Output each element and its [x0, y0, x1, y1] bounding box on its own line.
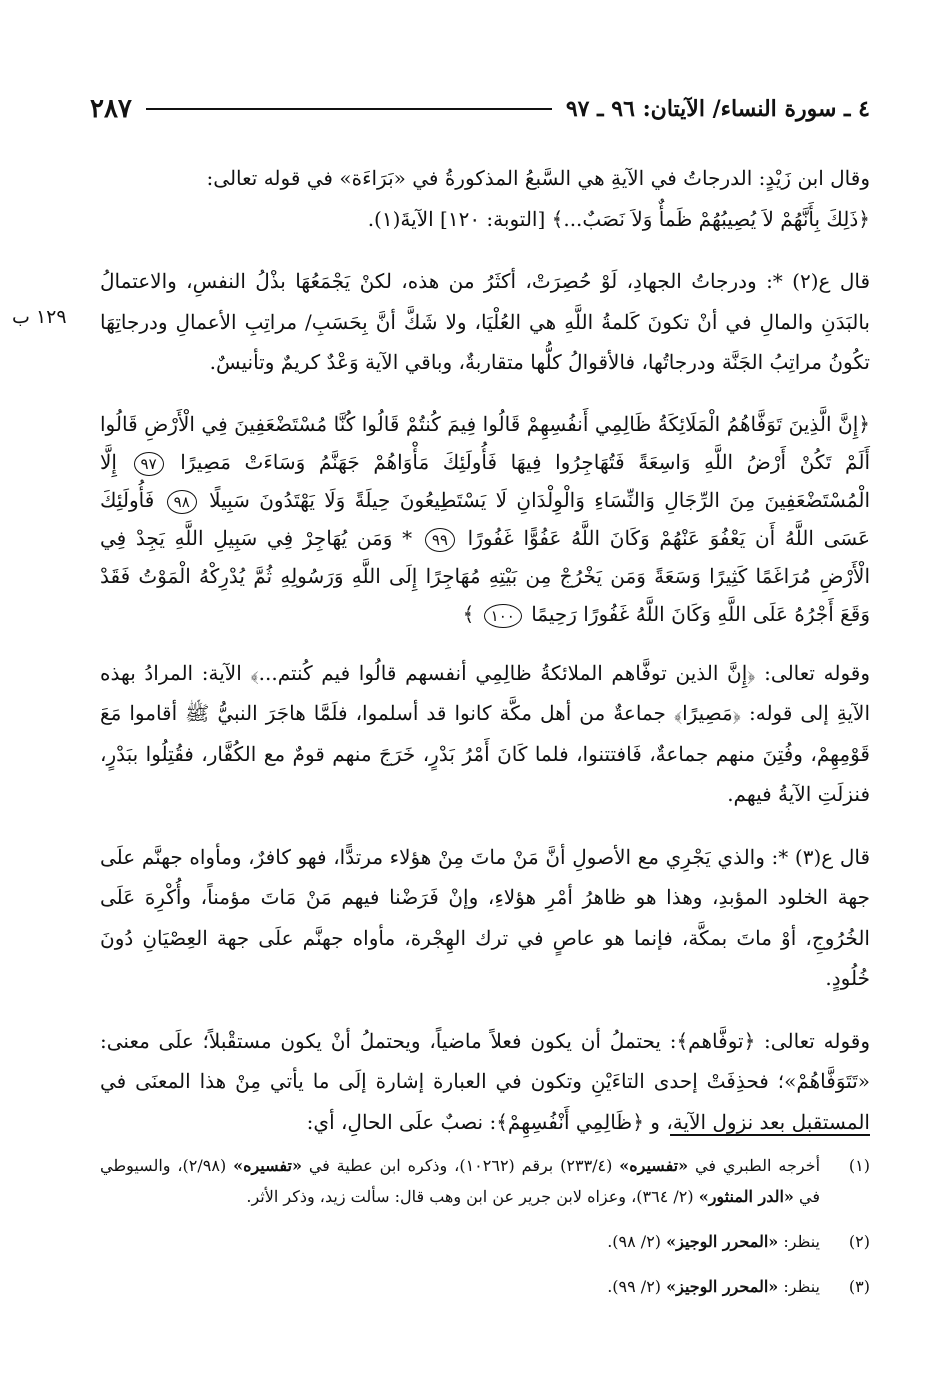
footnote-2: [100, 1226, 870, 1257]
header-rule: [146, 108, 552, 110]
footnote-number: (٢): [848, 1232, 870, 1251]
verse-number-97: ٩٧: [134, 452, 164, 476]
verse-number-99: ٩٩: [425, 528, 455, 552]
footnote-separator: [670, 1134, 870, 1136]
footnote-text: ينظر: «المحرر الوجيز» (٢/ ٩٩).: [607, 1277, 820, 1296]
page-header: [90, 92, 870, 126]
footnote-number: (١): [848, 1156, 870, 1175]
main-text: [100, 158, 870, 1164]
footnote-text: ينظر: «المحرر الوجيز» (٢/ ٩٨).: [607, 1232, 820, 1251]
paragraph-degrees-of-jihad: قال ع(٢) *: ودرجاتُ الجهادِ، لَوْ حُصِرَتْ، أكثَرُ من هذه، لكنْ يَجْمَعُهَا بذْلُ النفسِ، والاعتمالُ بالبَدَنِ والمالِ في أنْ تكونَ كَلمةُ اللَّهِ هي العُلْيَا، ولا شَكَّ أنَّ بِحَسَبِ/ مراتِبِ الأعمالِ ودرجاتِهَا تكُونُ مراتِبُ الجَنَّة ودرجاتُها، فالأقوالُ كلُّها متقاربةٌ، وباقي الآية وَعْدٌ كريمٌ وتأنيسٌ.: [100, 269, 871, 374]
paragraph-line: ﴿ذَلِكَ بِأَنَّهُمْ لاَ يُصِيبُهُمْ ظَمأٌ وَلاَ نَصَبٌ...﴾ [التوبة: ١٢٠] الآيةَ(١).: [367, 206, 870, 231]
quran-closing-bracket: ﴾: [462, 601, 475, 626]
quran-verses-block: [100, 405, 870, 633]
footnote-number: (٣): [848, 1277, 870, 1296]
paragraph-usul-ruling: قال ع(٣) *: والذي يَجْرِي مع الأصولِ أنَّ مَنْ ماتَ مِنْ هؤلاء مرتدًّا، فهو كافرٌ، ومأواه جهنَّم علَى جهة الخلود المؤبدِ، وهذا هو ظاهرُ أمْرِ هؤلاءِ، وإنْ فَرَضْنا فيهم مَنْ مَاتَ مؤمناً، وأُكْرِهَ عَلَى الخُرُوجِ، أوْ ماتَ بمكَّة، فإنما هو عاصٍ في ترك الهِجْرة، مأواه جهنَّم علَى جهة العِصْيَانِ دُونَ خُلُودٍ.: [100, 844, 870, 990]
footnote-3: [100, 1271, 870, 1302]
verse-98-text: إِلَّا الْمُسْتَضْعَفِينَ مِنَ الرِّجَالِ وَالنِّسَاءِ وَالْوِلْدَانِ لَا يَسْتَطِيعُونَ حِيلَةً وَلَا يَهْتَدُونَ سَبِيلًا: [100, 449, 871, 512]
verse-100-text: * وَمَن يُهَاجِرْ فِي سَبِيلِ اللَّهِ يَجِدْ فِي الْأَرْضِ مُرَاغَمًا كَثِيرًا وَسَعَةً وَمَن يَخْرُجْ مِن بَيْتِهِ مُهَاجِرًا إِلَى اللَّهِ وَرَسُولِهِ ثُمَّ يُدْرِكْهُ الْمَوْتُ فَقَدْ وَقَعَ أَجْرُهُ عَلَى اللَّهِ وَكَانَ اللَّهُ غَفُورًا رَحِيمًا: [100, 525, 870, 626]
footnotes: [100, 1150, 870, 1316]
paragraph-line: وقال ابن زَيْدٍ: الدرجاتُ في الآيةِ هي السَّبعُ المذكورةُ في «بَرَاءَة» في قوله تعالى:: [206, 166, 870, 190]
paragraph-grammar-note: وقوله تعالى: ﴿توفَّاهم﴾: يحتملُ أن يكون فعلاً ماضياً، ويحتملُ أنْ يكون مستقْبلاً؛ علَى معنى: «تَتَوَفَّاهُمْ»؛ فحذِفَتْ إحدى التاءَيْنِ وتكون في العبارة إشارة إلَى ما يأتي مِنْ هذا المعنَى في المستقبل بعد نزول الآية، و ﴿ظَالِمِي أَنْفُسِهِمْ﴾: نصبٌ علَى الحالِ، أي:: [100, 1028, 870, 1134]
paragraph-commentary-verse: وقوله تعالى: ﴿إِنَّ الذين توفَّاهم الملائكةُ ظالِمِي أنفسهم قالُوا فيم كُنتم...﴾ الآية: المرادُ بهذه الآيةِ إلى قوله: ﴿مَصِيرًا﴾ جماعةٌ من أهل مكَّة كانوا قد أسلموا، فلَمَّا هاجَرَ النبيُّ ﷺ أقاموا مَعَ قَوْمِهِمْ، وفُتِنَ منهم جماعةٌ، فَافتتنوا، فلما كَانَ أَمْرُ بَدْرٍ، خَرَجَ منهم قومٌ مع الكُفَّار، فقُتِلُوا ببَدْرٍ، فنزلَتِ الآيةُ فيهم.: [100, 660, 870, 806]
verse-97-text: ﴿إِنَّ الَّذِينَ تَوَفَّاهُمُ الْمَلَائِكَةُ ظَالِمِي أَنفُسِهِمْ قَالُوا فِيمَ كُنتُمْ قَالُوا كُنَّا مُسْتَضْعَفِينَ فِي الْأَرْضِ قَالُوا أَلَمْ تَكُنْ أَرْضُ اللَّهِ وَاسِعَةً فَتُهَاجِرُوا فِيهَا فَأُولَئِكَ مَأْوَاهُمْ جَهَنَّمُ وَسَاءَتْ مَصِيرًا: [100, 411, 871, 474]
running-title: ٤ ـ سورة النساء/ الآيتان: ٩٦ ـ ٩٧: [565, 96, 870, 122]
verse-99-text: فَأُولَئِكَ عَسَى اللَّهُ أَن يَعْفُوَ عَنْهُمْ وَكَانَ اللَّهُ عَفُوًّا غَفُورًا: [100, 487, 871, 550]
page-number: ٢٨٧: [90, 94, 132, 124]
footnote-text: أخرجه الطبري في «تفسيره» (٢٣٣/٤) برقم (١٠٢٦٢)، وذكره ابن عطية في «تفسيره» (٢/٩٨)، والسيوطي في «الدر المنثور» (٢/ ٣٦٤)، وعزاه لابن جرير عن ابن وهب قال: سألت زيد، وذكر الأثر.: [100, 1156, 821, 1206]
paragraph-ibn-zayd: [100, 158, 870, 239]
footnote-1: [100, 1150, 870, 1212]
verse-number-100: ١٠٠: [484, 604, 522, 628]
manuscript-margin-note: ١٢٩ ب: [12, 306, 67, 328]
verse-number-98: ٩٨: [167, 490, 197, 514]
